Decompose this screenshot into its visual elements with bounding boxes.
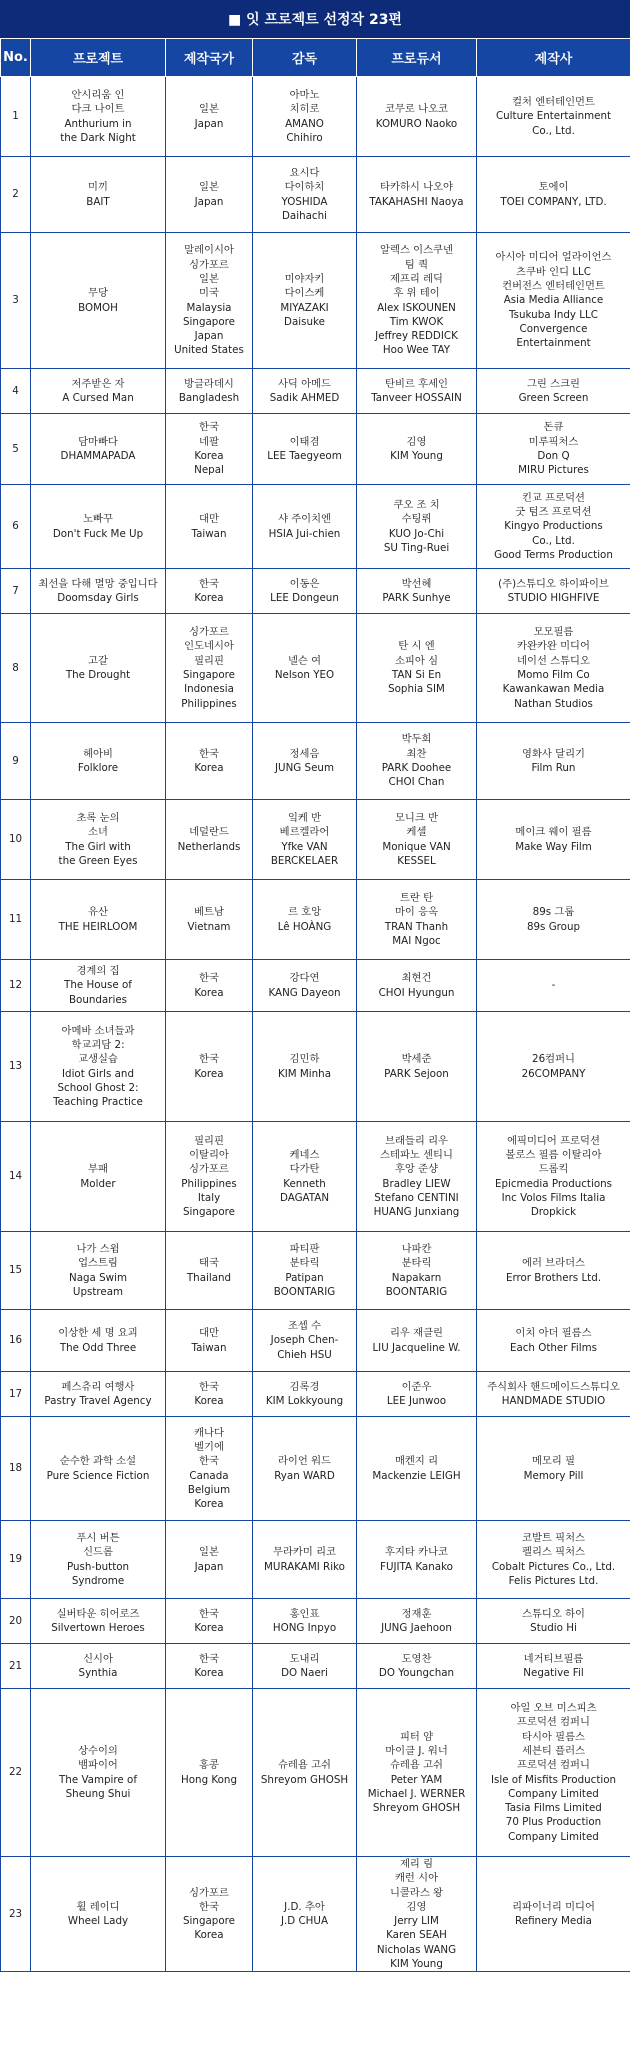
director-cell: 김민하 KIM Minha	[253, 1012, 357, 1122]
project-cell: 최선을 다해 멸망 중입니다 Doomsday Girls	[31, 569, 166, 614]
table-row	[1, 1599, 630, 1644]
row-no: 4	[1, 369, 31, 414]
project-cell: 헤아비 Folklore	[31, 723, 166, 800]
row-no: 2	[1, 157, 31, 233]
country-cell: 일본 Japan	[166, 77, 253, 157]
director-cell: 정세음 JUNG Seum	[253, 723, 357, 800]
director-cell: 케네스 다가탄 Kenneth DAGATAN	[253, 1122, 357, 1232]
project-cell: 나가 스윔 업스트림 Naga Swim Upstream	[31, 1232, 166, 1310]
project-cell: 유산 THE HEIRLOOM	[31, 880, 166, 960]
table-row	[1, 1689, 630, 1857]
company-cell: 에러 브라더스 Error Brothers Ltd.	[477, 1232, 630, 1310]
country-cell: 한국 Korea	[166, 960, 253, 1012]
project-cell: 노빠꾸 Don't Fuck Me Up	[31, 485, 166, 569]
producer-cell: 후지타 카나코 FUJITA Kanako	[357, 1521, 477, 1599]
company-cell: 메이크 웨이 필름 Make Way Film	[477, 800, 630, 880]
producer-cell: 도영찬 DO Youngchan	[357, 1644, 477, 1689]
project-cell: 고갈 The Drought	[31, 614, 166, 723]
country-cell: 홍콩 Hong Kong	[166, 1689, 253, 1857]
table-row	[1, 1372, 630, 1417]
row-no: 20	[1, 1599, 31, 1644]
producer-cell: 탄 시 엔 소피아 심 TAN Si En Sophia SIM	[357, 614, 477, 723]
producer-cell: 최현건 CHOI Hyungun	[357, 960, 477, 1012]
country-cell: 일본 Japan	[166, 1521, 253, 1599]
director-cell: 조셉 수 Joseph Chen- Chieh HSU	[253, 1310, 357, 1372]
director-cell: 홍인표 HONG Inpyo	[253, 1599, 357, 1644]
project-cell: 실버타운 히어로즈 Silvertown Heroes	[31, 1599, 166, 1644]
producer-cell: 타카하시 나오야 TAKAHASHI Naoya	[357, 157, 477, 233]
header-no: No.	[1, 39, 31, 77]
table-row	[1, 1310, 630, 1372]
producer-cell: 코무로 나오코 KOMURO Naoko	[357, 77, 477, 157]
country-cell: 싱가포르 인도네시아 필리핀 Singapore Indonesia Philippines	[166, 614, 253, 723]
director-cell: 잌케 반 베르켈라어 Yfke VAN BERCKELAER	[253, 800, 357, 880]
director-cell: 슈레욤 고쉬 Shreyom GHOSH	[253, 1689, 357, 1857]
project-cell: 순수한 과학 소설 Pure Science Fiction	[31, 1417, 166, 1521]
header-project: 프로젝트	[31, 39, 166, 77]
row-no: 11	[1, 880, 31, 960]
company-cell: 컬처 엔터테인먼트 Culture Entertainment Co., Ltd.	[477, 77, 630, 157]
header-director: 감독	[253, 39, 357, 77]
row-no: 9	[1, 723, 31, 800]
row-no: 15	[1, 1232, 31, 1310]
table-row	[1, 1521, 630, 1599]
producer-cell: 김영 KIM Young	[357, 414, 477, 485]
row-no: 16	[1, 1310, 31, 1372]
director-cell: 르 호앙 Lê HOÀNG	[253, 880, 357, 960]
table-row	[1, 233, 630, 369]
table-row	[1, 1644, 630, 1689]
table-row	[1, 1232, 630, 1310]
table-row	[1, 880, 630, 960]
table-row	[1, 1122, 630, 1232]
director-cell: 미야자키 다이스케 MIYAZAKI Daisuke	[253, 233, 357, 369]
company-cell: 메모리 필 Memory Pill	[477, 1417, 630, 1521]
project-table	[0, 38, 630, 1972]
table-row	[1, 77, 630, 157]
country-cell: 베트남 Vietnam	[166, 880, 253, 960]
row-no: 7	[1, 569, 31, 614]
table-row	[1, 1857, 630, 1972]
company-cell: 89s 그룹 89s Group	[477, 880, 630, 960]
company-cell: 이치 아더 필름스 Each Other Films	[477, 1310, 630, 1372]
director-cell: 사딕 아메드 Sadik AHMED	[253, 369, 357, 414]
country-cell: 한국 네팔 Korea Nepal	[166, 414, 253, 485]
table-row	[1, 414, 630, 485]
company-cell: 모모필름 카완카완 미디어 네이선 스튜디오 Momo Film Co Kawankawan Media Nathan Studios	[477, 614, 630, 723]
table-row	[1, 1012, 630, 1122]
row-no: 3	[1, 233, 31, 369]
header-country: 제작국가	[166, 39, 253, 77]
project-cell: 경계의 집 The House of Boundaries	[31, 960, 166, 1012]
company-cell: 코발트 픽처스 펠리스 픽처스 Cobalt Pictures Co., Ltd. Felis Pictures Ltd.	[477, 1521, 630, 1599]
project-cell: 부패 Molder	[31, 1122, 166, 1232]
country-cell: 한국 Korea	[166, 1644, 253, 1689]
row-no: 18	[1, 1417, 31, 1521]
producer-cell: 모니크 반 케셀 Monique VAN KESSEL	[357, 800, 477, 880]
company-cell: 26컴퍼니 26COMPANY	[477, 1012, 630, 1122]
country-cell: 대만 Taiwan	[166, 485, 253, 569]
row-no: 10	[1, 800, 31, 880]
table-header-row	[1, 39, 630, 77]
producer-cell: 탄비르 후세인 Tanveer HOSSAIN	[357, 369, 477, 414]
director-cell: J.D. 추아 J.D CHUA	[253, 1857, 357, 1972]
country-cell: 태국 Thailand	[166, 1232, 253, 1310]
company-cell: 에픽미디어 프로덕션 볼로스 필름 이탈리아 드롭킥 Epicmedia Productions Inc Volos Films Italia Dropkick	[477, 1122, 630, 1232]
project-cell: 미끼 BAIT	[31, 157, 166, 233]
table-row	[1, 723, 630, 800]
project-cell: 이상한 세 명 요괴 The Odd Three	[31, 1310, 166, 1372]
table-row	[1, 569, 630, 614]
director-cell: 아마노 치히로 AMANO Chihiro	[253, 77, 357, 157]
row-no: 13	[1, 1012, 31, 1122]
company-cell: 그린 스크린 Green Screen	[477, 369, 630, 414]
producer-cell: 정재훈 JUNG Jaehoon	[357, 1599, 477, 1644]
director-cell: 이동은 LEE Dongeun	[253, 569, 357, 614]
country-cell: 필리핀 이탈리아 싱가포르 Philippines Italy Singapore	[166, 1122, 253, 1232]
project-cell: 신시아 Synthia	[31, 1644, 166, 1689]
row-no: 12	[1, 960, 31, 1012]
table-row	[1, 960, 630, 1012]
table-row	[1, 614, 630, 723]
project-cell: 아메바 소녀들과 학교괴담 2: 교생실습 Idiot Girls and School Ghost 2: Teaching Practice	[31, 1012, 166, 1122]
company-cell: 아일 오브 미스피츠 프로덕션 컴퍼니 타시아 필름스 세븐티 플러스 프로덕션 컴퍼니 Isle of Misfits Production Company Limited Tasia Films Limited 70 Plus Production Company Limited	[477, 1689, 630, 1857]
country-cell: 일본 Japan	[166, 157, 253, 233]
company-cell: 주식회사 핸드메이드스튜디오 HANDMADE STUDIO	[477, 1372, 630, 1417]
table-row	[1, 485, 630, 569]
producer-cell: 나파칸 분타릭 Napakarn BOONTARIG	[357, 1232, 477, 1310]
row-no: 23	[1, 1857, 31, 1972]
producer-cell: 리우 재클린 LIU Jacqueline W.	[357, 1310, 477, 1372]
project-cell: 휠 레이디 Wheel Lady	[31, 1857, 166, 1972]
row-no: 6	[1, 485, 31, 569]
director-cell: 이태겸 LEE Taegyeom	[253, 414, 357, 485]
producer-cell: 박선혜 PARK Sunhye	[357, 569, 477, 614]
header-company: 제작사	[477, 39, 630, 77]
project-cell: 안시리움 인 다크 나이트 Anthurium in the Dark Night	[31, 77, 166, 157]
project-cell: 페스츄리 여행사 Pastry Travel Agency	[31, 1372, 166, 1417]
company-cell: 킨교 프로덕션 굿 텀즈 프로덕션 Kingyo Productions Co., Ltd. Good Terms Production	[477, 485, 630, 569]
row-no: 22	[1, 1689, 31, 1857]
row-no: 21	[1, 1644, 31, 1689]
table-row	[1, 800, 630, 880]
producer-cell: 피터 얌 마이클 J. 워너 슈레욤 고쉬 Peter YAM Michael J. WERNER Shreyom GHOSH	[357, 1689, 477, 1857]
country-cell: 한국 Korea	[166, 1012, 253, 1122]
row-no: 19	[1, 1521, 31, 1599]
row-no: 5	[1, 414, 31, 485]
producer-cell: 제리 림 캐런 시아 니콜라스 왕 김영 Jerry LIM Karen SEAH Nicholas WANG KIM Young	[357, 1857, 477, 1972]
country-cell: 한국 Korea	[166, 1372, 253, 1417]
producer-cell: 박두희 최찬 PARK Doohee CHOI Chan	[357, 723, 477, 800]
country-cell: 네덜란드 Netherlands	[166, 800, 253, 880]
table-row	[1, 1417, 630, 1521]
project-cell: 푸시 버튼 신드롬 Push-button Syndrome	[31, 1521, 166, 1599]
director-cell: 김록경 KIM Lokkyoung	[253, 1372, 357, 1417]
producer-cell: 알렉스 이스쿠넨 팀 쿽 제프리 레딕 후 위 테이 Alex ISKOUNEN Tim KWOK Jeffrey REDDICK Hoo Wee TAY	[357, 233, 477, 369]
country-cell: 한국 Korea	[166, 723, 253, 800]
company-cell: 아시아 미디어 얼라이언스 츠쿠바 인디 LLC 컨버전스 엔터테인먼트 Asia Media Alliance Tsukuba Indy LLC Convergence Entertainment	[477, 233, 630, 369]
country-cell: 방글라데시 Bangladesh	[166, 369, 253, 414]
director-cell: 무라카미 리코 MURAKAMI Riko	[253, 1521, 357, 1599]
project-cell: 상수이의 뱀파이어 The Vampire of Sheung Shui	[31, 1689, 166, 1857]
country-cell: 싱가포르 한국 Singapore Korea	[166, 1857, 253, 1972]
company-cell: 네거티브필름 Negative Fil	[477, 1644, 630, 1689]
country-cell: 한국 Korea	[166, 569, 253, 614]
project-cell: 무당 BOMOH	[31, 233, 166, 369]
table-row	[1, 157, 630, 233]
project-cell: 저주받은 자 A Cursed Man	[31, 369, 166, 414]
director-cell: 라이언 워드 Ryan WARD	[253, 1417, 357, 1521]
company-cell: -	[477, 960, 630, 1012]
project-cell: 초록 눈의 소녀 The Girl with the Green Eyes	[31, 800, 166, 880]
director-cell: 샤 주이치엔 HSIA Jui-chien	[253, 485, 357, 569]
project-cell: 담마빠다 DHAMMAPADA	[31, 414, 166, 485]
producer-cell: 쿠오 조 치 수팅뤼 KUO Jo-Chi SU Ting-Ruei	[357, 485, 477, 569]
table-row	[1, 369, 630, 414]
company-cell: 리파이너리 미디어 Refinery Media	[477, 1857, 630, 1972]
director-cell: 요시다 다이하치 YOSHIDA Daihachi	[253, 157, 357, 233]
row-no: 14	[1, 1122, 31, 1232]
company-cell: 스튜디오 하이 Studio Hi	[477, 1599, 630, 1644]
row-no: 8	[1, 614, 31, 723]
company-cell: 영화사 달리기 Film Run	[477, 723, 630, 800]
country-cell: 대만 Taiwan	[166, 1310, 253, 1372]
producer-cell: 이준우 LEE Junwoo	[357, 1372, 477, 1417]
country-cell: 캐나다 벨기에 한국 Canada Belgium Korea	[166, 1417, 253, 1521]
producer-cell: 트란 탄 마이 응옥 TRAN Thanh MAI Ngoc	[357, 880, 477, 960]
header-producer: 프로듀서	[357, 39, 477, 77]
producer-cell: 박세준 PARK Sejoon	[357, 1012, 477, 1122]
producer-cell: 브래들리 리우 스테파노 센티니 후앙 준샹 Bradley LIEW Stefano CENTINI HUANG Junxiang	[357, 1122, 477, 1232]
director-cell: 파티판 분타릭 Patipan BOONTARIG	[253, 1232, 357, 1310]
director-cell: 넬슨 여 Nelson YEO	[253, 614, 357, 723]
row-no: 17	[1, 1372, 31, 1417]
producer-cell: 매켄지 리 Mackenzie LEIGH	[357, 1417, 477, 1521]
company-cell: (주)스튜디오 하이파이브 STUDIO HIGHFIVE	[477, 569, 630, 614]
row-no: 1	[1, 77, 31, 157]
country-cell: 말레이시아 싱가포르 일본 미국 Malaysia Singapore Japan United States	[166, 233, 253, 369]
company-cell: 돈큐 미루픽처스 Don Q MIRU Pictures	[477, 414, 630, 485]
page-title: ■ 잇 프로젝트 선정작 23편	[0, 0, 630, 38]
director-cell: 도내리 DO Naeri	[253, 1644, 357, 1689]
director-cell: 강다연 KANG Dayeon	[253, 960, 357, 1012]
company-cell: 토에이 TOEI COMPANY, LTD.	[477, 157, 630, 233]
country-cell: 한국 Korea	[166, 1599, 253, 1644]
